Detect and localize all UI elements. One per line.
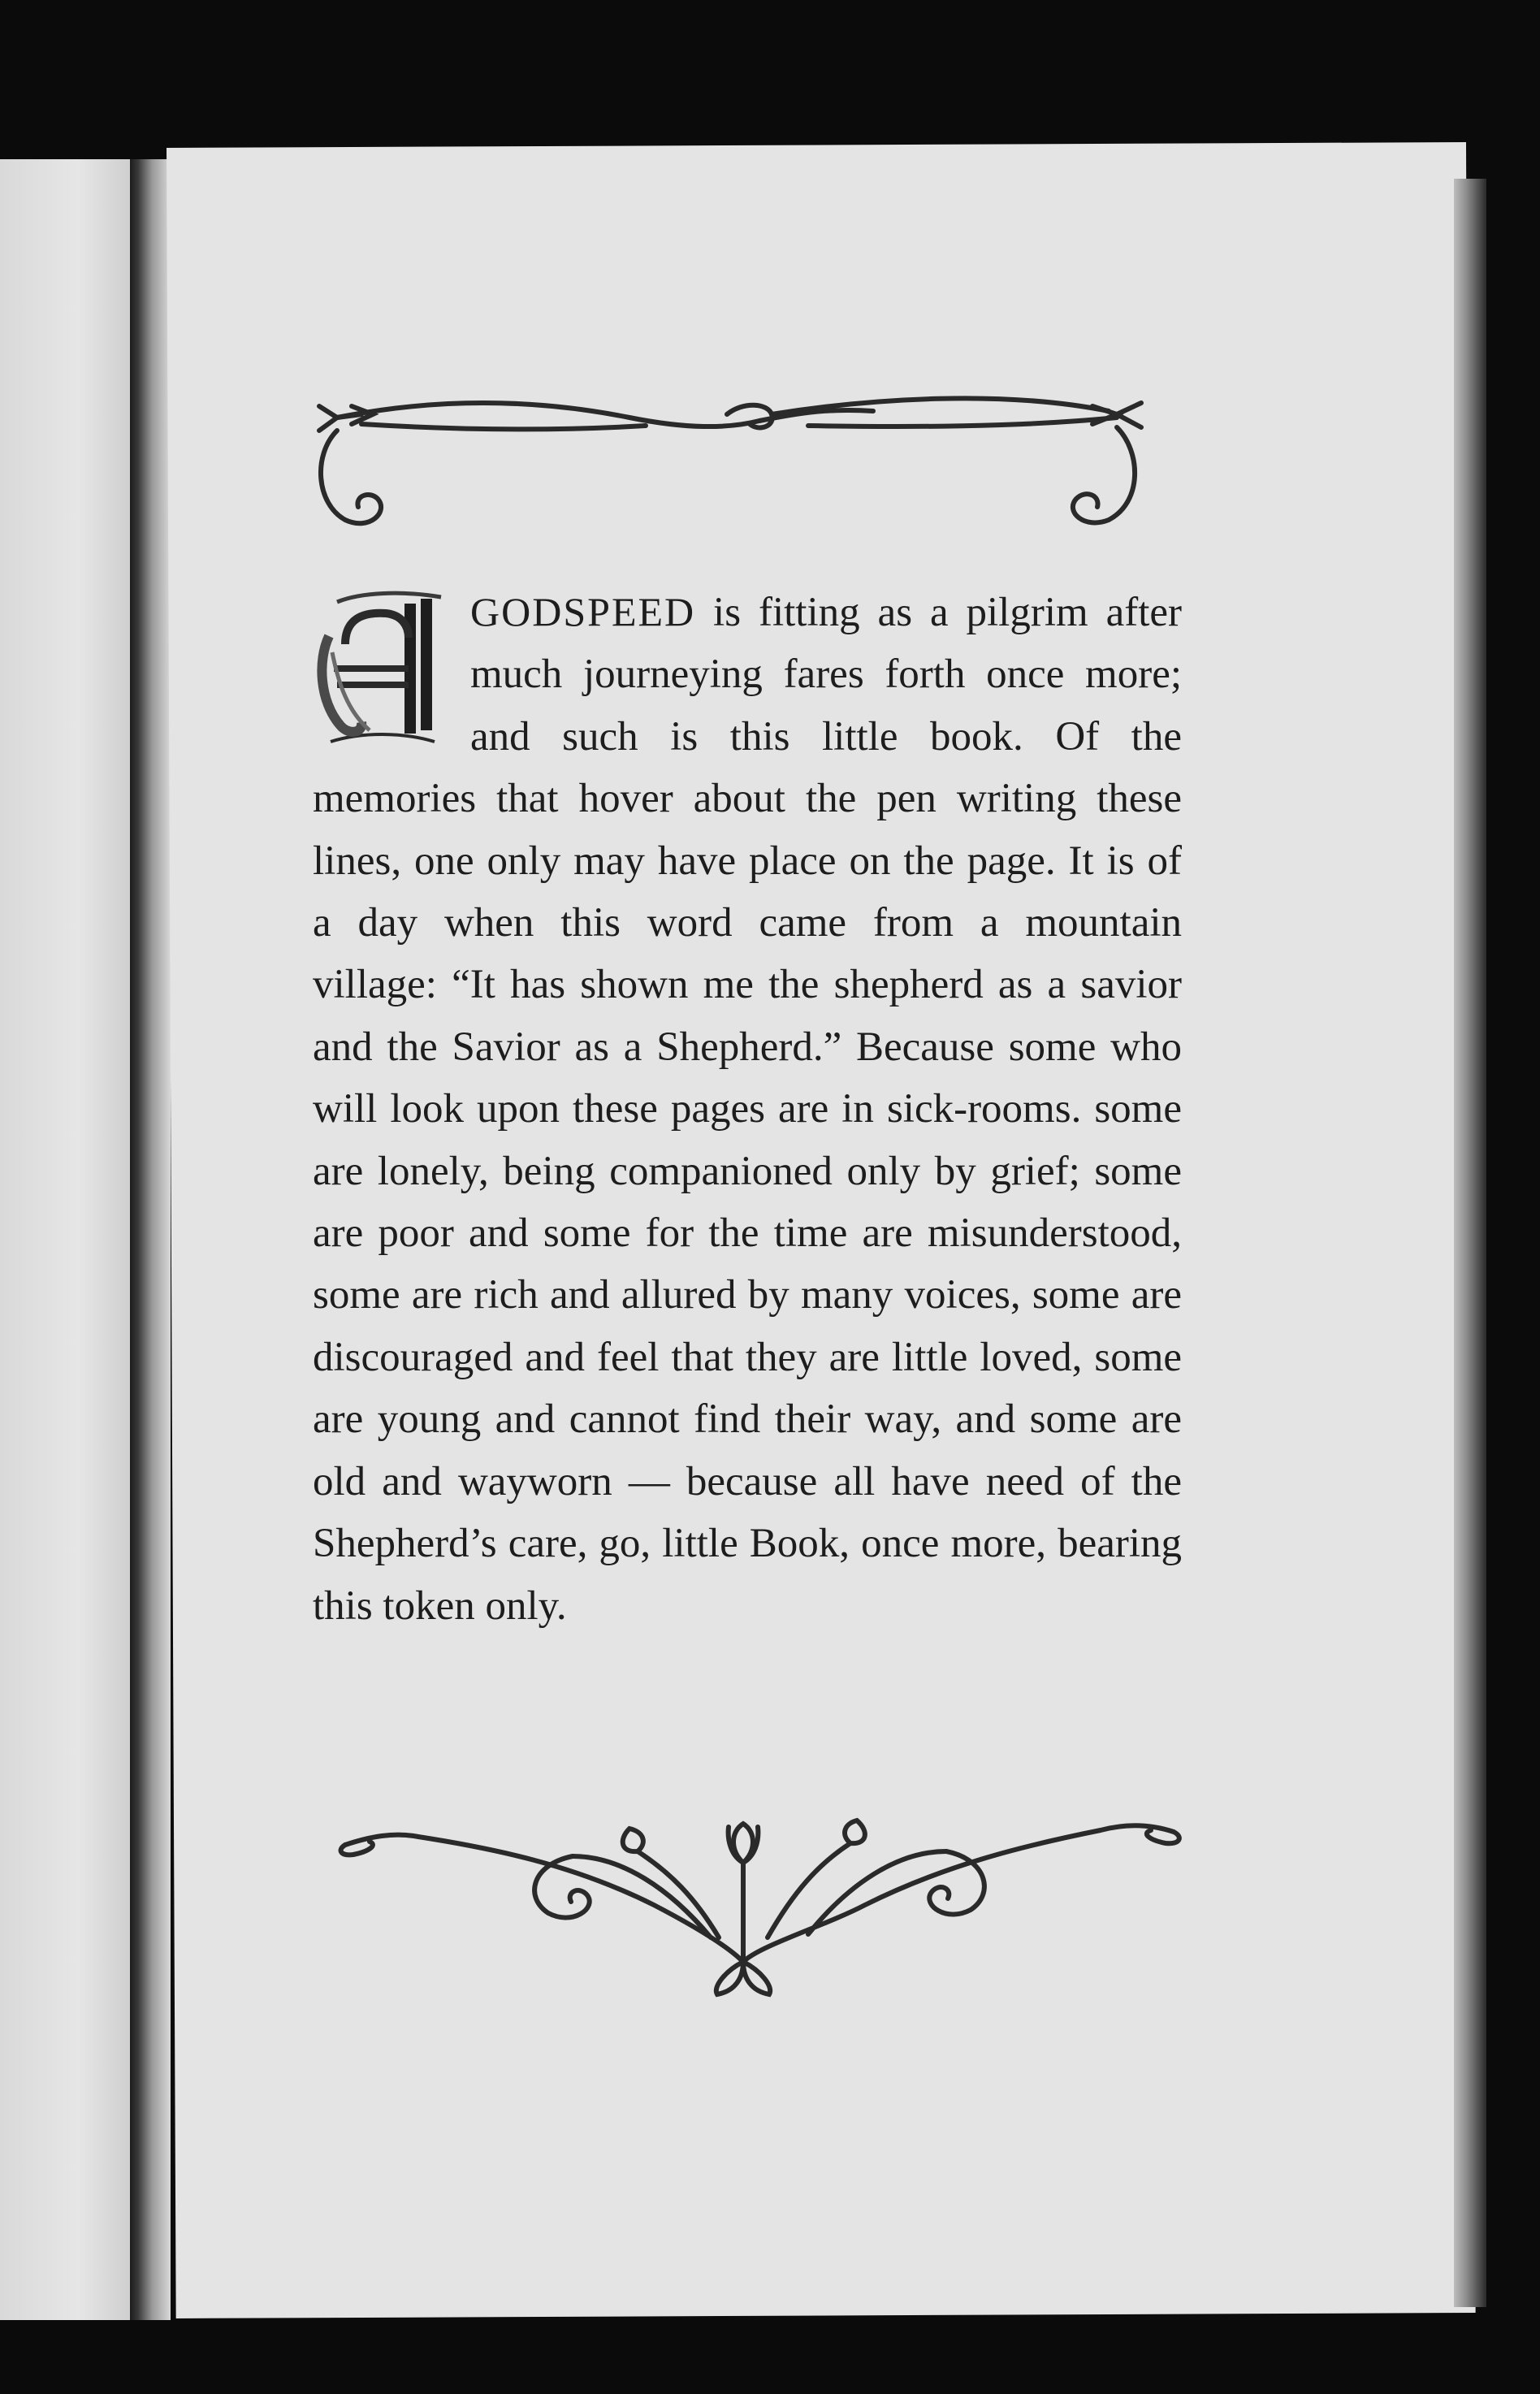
left-page-edge xyxy=(0,159,130,2320)
passage-body: is fitting as a pilgrim after much journeying fares forth once more; and such is this little book. Of the memories that hover about the pen writing these lines, one only may have place on the page. It is of a day when this word came from a mountain village: “It has shown me the shepherd as a savior and the Savior as a Shepherd.” Because some who will look upon these pages are in sick-rooms. some are lonely, being companioned only by grief; some are poor and some for the time are misunderstood, some are rich and allured by many voices, some are discouraged and feel that they are little loved, some are young and cannot find their way, and some are old and wayworn — because all have need of the Shepherd’s care, go, little Book, once more, bearing this token only. xyxy=(313,590,1182,1629)
lead-word: GODSPEED xyxy=(470,589,696,634)
scroll-flourish-icon xyxy=(305,382,1157,544)
passage-text xyxy=(313,581,1182,1637)
illuminated-letter-icon xyxy=(313,587,451,758)
page-fore-edge xyxy=(1454,179,1486,2307)
drop-cap xyxy=(313,587,451,758)
tulip-flourish-icon xyxy=(329,1799,1190,2011)
book-gutter xyxy=(130,159,171,2320)
